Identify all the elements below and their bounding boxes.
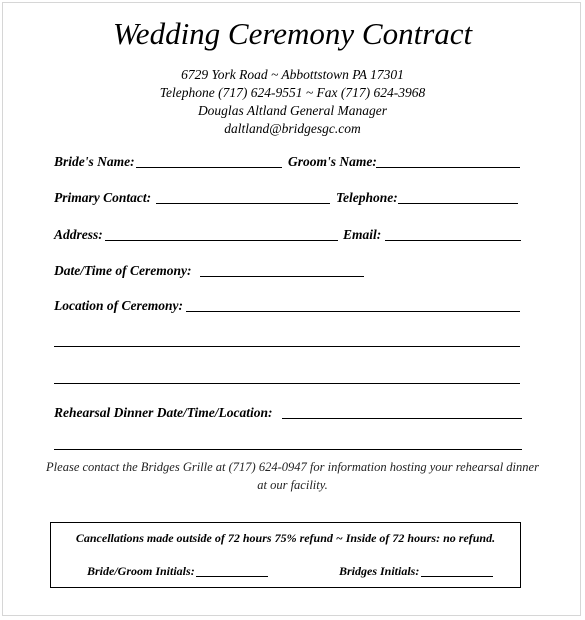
ceremony-datetime-field[interactable] — [200, 276, 364, 277]
ceremony-location-line-3[interactable] — [54, 383, 520, 384]
venue-email: daltland@bridgesgc.com — [224, 121, 361, 136]
rehearsal-note: Please contact the Bridges Grille at (717) 624-0947 for information hosting your rehearsal dinner at our facility. — [46, 460, 539, 492]
grooms-name-field[interactable] — [376, 167, 520, 168]
bridges-initials-label: Bridges Initials: — [339, 564, 420, 578]
venue-address: 6729 York Road ~ Abbottstown PA 17301 — [181, 67, 404, 82]
ceremony-location-field[interactable] — [186, 311, 520, 312]
ceremony-datetime-label: Date/Time of Ceremony: — [54, 263, 192, 278]
bride-groom-initials-label: Bride/Groom Initials: — [87, 564, 195, 578]
bride-groom-initials-field[interactable] — [196, 576, 268, 577]
ceremony-location-label: Location of Ceremony: — [54, 298, 183, 313]
ceremony-location-line-2[interactable] — [54, 346, 520, 347]
brides-name-field[interactable] — [136, 167, 282, 168]
rehearsal-line-2[interactable] — [54, 449, 522, 450]
telephone-label: Telephone: — [336, 190, 398, 205]
brides-name-label: Bride's Name: — [54, 154, 135, 169]
email-label: Email: — [343, 227, 382, 242]
rehearsal-field[interactable] — [282, 418, 522, 419]
rehearsal-label: Rehearsal Dinner Date/Time/Location: — [54, 405, 273, 420]
address-label: Address: — [54, 227, 103, 242]
cancellation-box — [50, 522, 521, 588]
cancellation-policy: Cancellations made outside of 72 hours 75% refund ~ Inside of 72 hours: no refund. — [75, 531, 496, 545]
bridges-initials-field[interactable] — [421, 576, 493, 577]
primary-contact-label: Primary Contact: — [54, 190, 152, 205]
address-field[interactable] — [105, 240, 338, 241]
document-title: Wedding Ceremony Contract — [112, 16, 473, 51]
venue-phones: Telephone (717) 624-9551 ~ Fax (717) 624-3968 — [159, 85, 426, 100]
grooms-name-label: Groom's Name: — [288, 154, 377, 169]
email-field[interactable] — [385, 240, 521, 241]
venue-manager: Douglas Altland General Manager — [197, 103, 388, 118]
primary-contact-field[interactable] — [156, 203, 330, 204]
telephone-field[interactable] — [398, 203, 518, 204]
